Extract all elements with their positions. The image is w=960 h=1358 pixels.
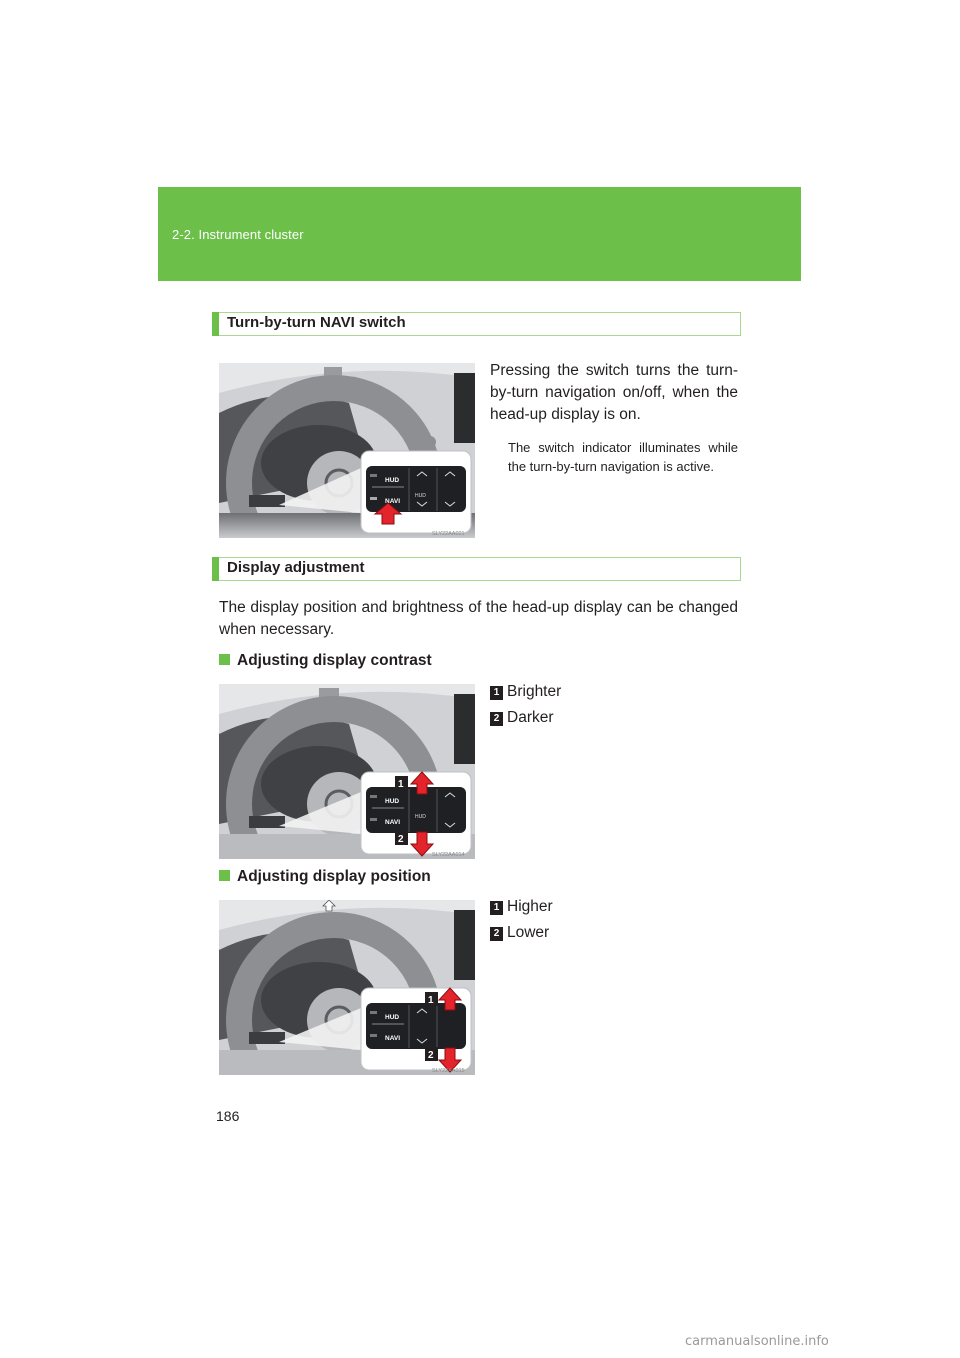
- btn-hud-label: HUD: [385, 1014, 400, 1021]
- subheading-contrast: Adjusting display contrast: [219, 652, 432, 670]
- btn-hud-small-label: HUD: [415, 814, 426, 820]
- figure-code: SLY22AA015: [432, 1068, 465, 1074]
- figure-code: SLY22AA021: [432, 531, 465, 537]
- section-heading-navi-switch: [212, 312, 741, 336]
- callout-2: 2: [428, 1050, 434, 1061]
- section-heading-text: Display adjustment: [227, 559, 365, 576]
- list-item: 2 Lower: [490, 923, 549, 943]
- header-band: [158, 187, 801, 281]
- navi-switch-description: Pressing the switch turns the turn-by-turn navigation on/off, when the head-up display is on.: [490, 362, 738, 423]
- btn-navi-label: NAVI: [385, 1035, 401, 1042]
- watermark: carmanualsonline.info: [685, 1334, 829, 1349]
- section-heading-text: Turn-by-turn NAVI switch: [227, 314, 406, 331]
- chapter-breadcrumb: 2-2. Instrument cluster: [172, 227, 304, 242]
- btn-hud-small-label: HUD: [415, 493, 426, 499]
- display-adjustment-intro: The display position and brightness of the head-up display can be changed when necessary.: [219, 599, 738, 638]
- figure-navi-switch: [219, 363, 475, 538]
- figure-code: SLY22AA014: [432, 852, 465, 858]
- subheading-position: Adjusting display position: [219, 868, 431, 886]
- btn-hud-label: HUD: [385, 477, 400, 484]
- figure-contrast: [219, 684, 475, 859]
- list-item: 2 Darker: [490, 708, 554, 728]
- callout-2: 2: [398, 834, 404, 845]
- callout-1: 1: [428, 995, 434, 1006]
- navi-switch-note: The switch indicator illuminates while the turn-by-turn navigation is active.: [508, 440, 738, 474]
- page-number: 186: [216, 1108, 240, 1124]
- list-item: 1 Higher: [490, 897, 553, 917]
- btn-navi-label: NAVI: [385, 819, 401, 826]
- list-item: 1 Brighter: [490, 682, 561, 702]
- btn-hud-label: HUD: [385, 798, 400, 805]
- bullet-square-icon: [219, 870, 230, 881]
- figure-position: [219, 900, 475, 1075]
- btn-navi-label: NAVI: [385, 498, 401, 505]
- section-heading-display-adjustment: [212, 557, 741, 581]
- callout-1: 1: [398, 779, 404, 790]
- bullet-square-icon: [219, 654, 230, 665]
